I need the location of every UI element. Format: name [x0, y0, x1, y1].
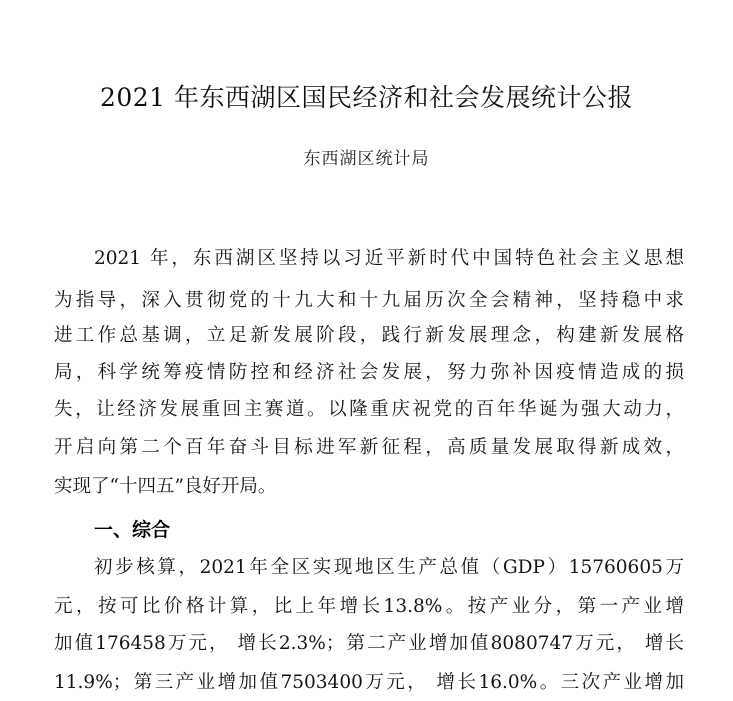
intro-line: 进工作总基调，立足新发展阶段，践行新发展理念，构建新发展格 [54, 325, 684, 346]
intro-line: 开启向第二个百年奋斗目标进军新征程，高质量发展取得新成效， [54, 437, 684, 458]
section-heading-comprehensive: 一、综合 [94, 519, 171, 541]
intro-line: 局，科学统筹疫情防控和经济社会发展，努力弥补因疫情造成的损 [54, 362, 684, 383]
section-line: 初步核算，2021年全区实现地区生产总值（GDP）15760605万 [94, 557, 684, 578]
document-title: 2021 年东西湖区国民经济和社会发展统计公报 [99, 83, 634, 112]
intro-line: 失，让经济发展重回主赛道。以隆重庆祝党的百年华诞为强大动力， [54, 399, 684, 420]
section-line: 11.9%；第三产业增加值7503400万元， 增长16.0%。三次产业增加 [54, 672, 684, 693]
document-author: 东西湖区统计局 [303, 149, 430, 169]
intro-line: 2021 年，东西湖区坚持以习近平新时代中国特色社会主义思想 [94, 248, 684, 269]
section-line: 元，按可比价格计算，比上年增长13.8%。按产业分，第一产业增 [54, 596, 684, 617]
intro-line: 为指导，深入贯彻党的十九大和十九届历次全会精神，坚持稳中求 [54, 290, 684, 311]
intro-line: 实现了“十四五”良好开局。 [54, 476, 277, 497]
section-line: 加值176458万元， 增长2.3%；第二产业增加值8080747万元， 增长 [54, 633, 684, 654]
